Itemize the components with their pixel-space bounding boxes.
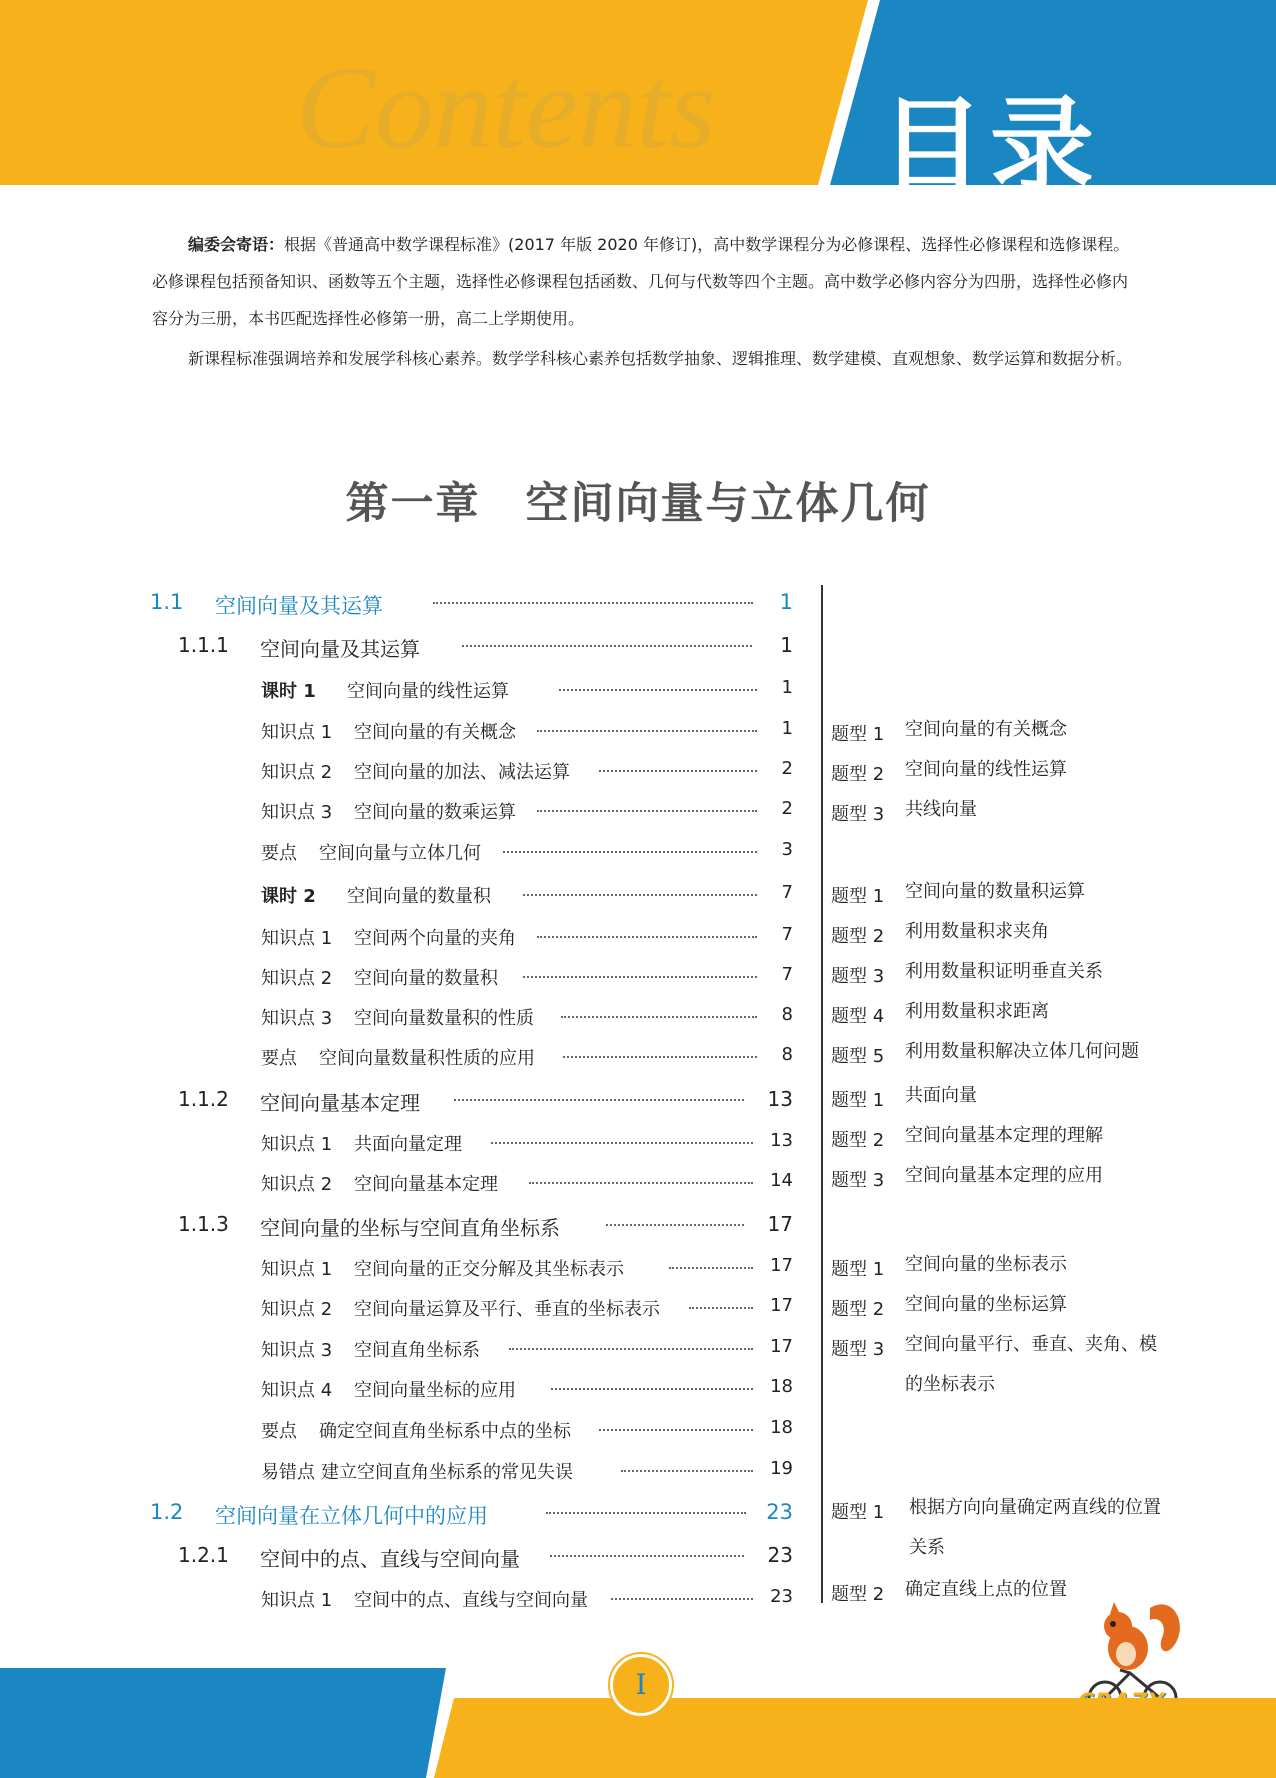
toc-entry-page: 7 — [781, 924, 793, 945]
question-type-title: 利用数量积证明垂直关系 — [905, 961, 1103, 982]
toc-leader — [523, 976, 757, 978]
toc-entry-page: 17 — [770, 1336, 793, 1357]
toc-entry-page: 17 — [770, 1255, 793, 1276]
question-type-title: 利用数量积求夹角 — [905, 921, 1049, 942]
toc-entry-title: 空间向量及其运算 — [260, 637, 420, 661]
question-type-title: 空间向量的数量积运算 — [905, 881, 1085, 902]
toc-entry-number: 知识点 1 — [261, 1134, 333, 1155]
toc-leader — [599, 1429, 753, 1431]
toc-entry[interactable] — [178, 1087, 793, 1123]
toc-entry[interactable] — [261, 758, 793, 794]
toc-entry-title: 空间向量及其运算 — [215, 594, 383, 618]
header-title-english: Contents — [296, 42, 716, 173]
toc-entry-page: 1 — [781, 718, 793, 739]
toc-entry-page: 7 — [781, 882, 793, 903]
toc-entry[interactable] — [261, 964, 793, 1000]
question-type-title: 利用数量积求距离 — [905, 1001, 1049, 1022]
toc-leader — [537, 936, 757, 938]
footer-blue-band — [0, 1668, 446, 1778]
question-type-number: 题型 1 — [831, 1259, 885, 1280]
toc-entry-number: 知识点 2 — [261, 762, 333, 783]
toc-entry-number: 知识点 1 — [261, 722, 333, 743]
question-type-number: 题型 2 — [831, 1584, 885, 1605]
toc-entry-page: 18 — [770, 1417, 793, 1438]
toc-leader — [669, 1267, 753, 1269]
toc-entry-number: 知识点 1 — [261, 1590, 333, 1611]
toc-entry-number: 知识点 3 — [261, 1340, 333, 1361]
toc-entry-page: 8 — [781, 1004, 793, 1025]
question-type-number: 题型 3 — [831, 1170, 885, 1191]
toc-leader — [433, 602, 753, 604]
toc-entry-page: 2 — [781, 758, 793, 779]
header-title: 目录 — [880, 85, 1101, 207]
toc-entry-number: 课时 2 — [261, 886, 316, 907]
toc-entry-page: 3 — [781, 839, 793, 860]
page-number: I — [610, 1654, 672, 1716]
toc-entry[interactable] — [261, 1044, 793, 1080]
question-type-title: 根据方向向量确定两直线的位置关系 — [909, 1497, 1161, 1558]
toc-entry-title: 空间直角坐标系 — [354, 1340, 480, 1361]
toc-entry-number: 1.1.2 — [178, 1087, 229, 1111]
toc-entry-page: 23 — [766, 1500, 793, 1524]
toc-entry-title: 空间向量在立体几何中的应用 — [215, 1504, 488, 1528]
toc-entry-title: 空间向量与立体几何 — [319, 843, 481, 864]
toc-entry-number: 易错点 — [261, 1462, 315, 1483]
toc-entry-number: 1.1.1 — [178, 633, 229, 657]
toc-entry[interactable] — [178, 633, 793, 669]
toc-entry-title: 空间向量的加法、减法运算 — [354, 762, 570, 783]
intro-paragraph-2 — [152, 340, 1142, 377]
question-type-number: 题型 4 — [831, 1006, 885, 1027]
toc-leader — [509, 1348, 753, 1350]
toc-entry-title: 空间两个向量的夹角 — [354, 928, 516, 949]
intro-text-1: 根据《普通高中数学课程标准》(2017 年版 2020 年修订)，高中数学课程分为必修课程、选择性必修课程和选修课程。必修课程包括预备知识、函数等五个主题，选择性必修课程包括函数、几何与代数等四个主题。高中数学必修内容分为四册，选择性必修内容分为三册，本书匹配选择性必修第一册，高二上学期使用。 — [152, 235, 1130, 328]
toc-entry[interactable] — [261, 1417, 793, 1453]
toc-entry[interactable] — [261, 839, 793, 875]
question-type-number: 题型 3 — [831, 804, 885, 825]
question-type-number: 题型 1 — [831, 1090, 885, 1111]
toc-entry-number: 知识点 1 — [261, 928, 333, 949]
toc-entry-title: 空间向量数量积性质的应用 — [319, 1048, 535, 1069]
toc-entry-title: 空间向量的数量积 — [347, 886, 491, 907]
toc-entry-page: 18 — [770, 1376, 793, 1397]
toc-entry-title: 确定空间直角坐标系中点的坐标 — [319, 1421, 571, 1442]
toc-entry-title: 空间向量数量积的性质 — [354, 1008, 534, 1029]
question-type-number: 题型 5 — [831, 1046, 885, 1067]
toc-leader — [523, 894, 757, 896]
toc-entry[interactable] — [261, 677, 793, 713]
question-type-number: 题型 2 — [831, 926, 885, 947]
toc-leader — [563, 1056, 757, 1058]
toc-entry-page: 1 — [781, 677, 793, 698]
toc-entry-page: 7 — [781, 964, 793, 985]
toc-entry[interactable] — [261, 1376, 793, 1412]
toc-entry-title: 空间中的点、直线与空间向量 — [260, 1547, 520, 1571]
toc-entry-number: 知识点 2 — [261, 1299, 333, 1320]
toc-entry-page: 23 — [770, 1586, 793, 1607]
toc-entry[interactable] — [261, 798, 793, 834]
toc-leader — [546, 1512, 746, 1514]
toc-leader — [491, 1142, 753, 1144]
question-type-number: 题型 1 — [831, 724, 885, 745]
toc-entry-number: 1.2 — [150, 1500, 184, 1524]
question-type-title: 空间向量的有关概念 — [905, 719, 1067, 740]
toc-entry[interactable] — [261, 1295, 793, 1331]
toc-leader — [454, 1099, 744, 1101]
question-type-title: 空间向量平行、垂直、夹角、模的坐标表示 — [905, 1334, 1157, 1395]
toc-entry-number: 1.1 — [150, 590, 184, 614]
toc-leader — [529, 1182, 753, 1184]
toc-entry[interactable] — [261, 1004, 793, 1040]
toc-entry-page: 1 — [779, 590, 793, 614]
toc-entry-number: 知识点 2 — [261, 968, 333, 989]
toc-leader — [503, 851, 757, 853]
toc-entry-title: 空间向量基本定理 — [354, 1174, 498, 1195]
toc-entry-title: 空间向量基本定理 — [260, 1091, 420, 1115]
toc-leader — [537, 810, 757, 812]
toc-entry[interactable] — [178, 1212, 793, 1248]
toc-leader — [550, 1555, 744, 1557]
toc-entry[interactable] — [150, 590, 793, 626]
toc-entry-title: 空间向量的正交分解及其坐标表示 — [354, 1259, 624, 1280]
toc-entry-title: 空间向量的坐标与空间直角坐标系 — [260, 1216, 560, 1240]
toc-entry-title: 建立空间直角坐标系的常见失误 — [321, 1462, 573, 1483]
toc-entry-page: 13 — [770, 1130, 793, 1151]
toc-entry-page: 17 — [767, 1212, 793, 1236]
toc-entry-page: 1 — [780, 633, 793, 657]
toc-leader — [551, 1388, 753, 1390]
toc-entry-page: 17 — [770, 1295, 793, 1316]
question-type-number: 题型 2 — [831, 764, 885, 785]
toc-leader — [689, 1307, 753, 1309]
toc-entry[interactable] — [261, 1255, 793, 1291]
toc-entry-page: 14 — [770, 1170, 793, 1191]
intro-paragraph-1 — [152, 226, 1142, 337]
toc-leader — [599, 770, 757, 772]
toc-entry-number: 要点 — [261, 1048, 297, 1069]
toc-entry-number: 知识点 1 — [261, 1259, 333, 1280]
toc-leader — [606, 1224, 744, 1226]
toc-entry-page: 19 — [770, 1458, 793, 1479]
toc-entry-number: 知识点 2 — [261, 1174, 333, 1195]
chapter-title: 第一章 空间向量与立体几何 — [345, 479, 931, 529]
toc-entry-number: 1.1.3 — [178, 1212, 229, 1236]
question-type-number: 题型 1 — [831, 886, 885, 907]
toc-entry[interactable] — [261, 718, 793, 754]
toc-entry-number: 1.2.1 — [178, 1543, 229, 1567]
toc-entry-title: 空间中的点、直线与空间向量 — [354, 1590, 588, 1611]
toc-leader — [621, 1470, 753, 1472]
toc-entry-title: 空间向量的线性运算 — [347, 681, 509, 702]
question-type-title: 空间向量的坐标表示 — [905, 1254, 1067, 1275]
toc-entry-number: 要点 — [261, 1421, 297, 1442]
footer-yellow-band — [434, 1698, 1276, 1778]
column-divider — [821, 585, 823, 1603]
toc-entry-number: 知识点 4 — [261, 1380, 333, 1401]
toc-entry[interactable] — [261, 882, 793, 918]
toc-leader — [561, 1016, 757, 1018]
toc-entry-title: 空间向量的数量积 — [354, 968, 498, 989]
question-type-number: 题型 3 — [831, 1339, 885, 1360]
toc-entry[interactable] — [261, 924, 793, 960]
toc-leader — [462, 645, 752, 647]
question-type-number: 题型 1 — [831, 1502, 885, 1523]
toc-entry-number: 知识点 3 — [261, 802, 333, 823]
toc-entry[interactable] — [150, 1500, 793, 1536]
toc-entry-page: 13 — [767, 1087, 793, 1111]
toc-leader — [537, 730, 757, 732]
toc-entry-number: 知识点 3 — [261, 1008, 333, 1029]
toc-entry[interactable] — [261, 1336, 793, 1372]
toc-entry-title: 空间向量的数乘运算 — [354, 802, 516, 823]
toc-entry-page: 2 — [781, 798, 793, 819]
toc-leader — [559, 689, 757, 691]
question-type-number: 题型 3 — [831, 966, 885, 987]
question-type-title: 共线向量 — [905, 799, 977, 820]
toc-leader — [611, 1598, 753, 1600]
intro-text-2: 新课程标准强调培养和发展学科核心素养。数学学科核心素养包括数学抽象、逻辑推理、数学建模、直观想象、数学运算和数据分析。 — [188, 349, 1133, 368]
question-type-title: 利用数量积解决立体几何问题 — [905, 1041, 1139, 1062]
toc-entry-title: 空间向量运算及平行、垂直的坐标表示 — [354, 1299, 660, 1320]
toc-entry-title: 空间向量的有关概念 — [354, 722, 516, 743]
question-type-title: 空间向量基本定理的理解 — [905, 1125, 1103, 1146]
toc-entry-number: 课时 1 — [261, 681, 316, 702]
question-type-title: 确定直线上点的位置 — [905, 1579, 1067, 1600]
question-type-title: 空间向量的坐标运算 — [905, 1294, 1067, 1315]
toc-entry-title: 共面向量定理 — [354, 1134, 462, 1155]
toc-entry[interactable] — [178, 1543, 793, 1579]
question-type-number: 题型 2 — [831, 1130, 885, 1151]
toc-entry-page: 23 — [767, 1543, 793, 1567]
question-type-number: 题型 2 — [831, 1299, 885, 1320]
toc-entry-number: 要点 — [261, 843, 297, 864]
toc-entry-page: 8 — [781, 1044, 793, 1065]
intro-label: 编委会寄语： — [188, 235, 285, 254]
toc-entry[interactable] — [261, 1130, 793, 1166]
question-type-title: 空间向量基本定理的应用 — [905, 1165, 1103, 1186]
toc-entry[interactable] — [261, 1458, 793, 1494]
toc-entry[interactable] — [261, 1170, 793, 1206]
toc-entry-title: 空间向量坐标的应用 — [354, 1380, 516, 1401]
question-type-title: 空间向量的线性运算 — [905, 759, 1067, 780]
question-type-title: 共面向量 — [905, 1085, 977, 1106]
toc-entry[interactable] — [261, 1586, 793, 1622]
